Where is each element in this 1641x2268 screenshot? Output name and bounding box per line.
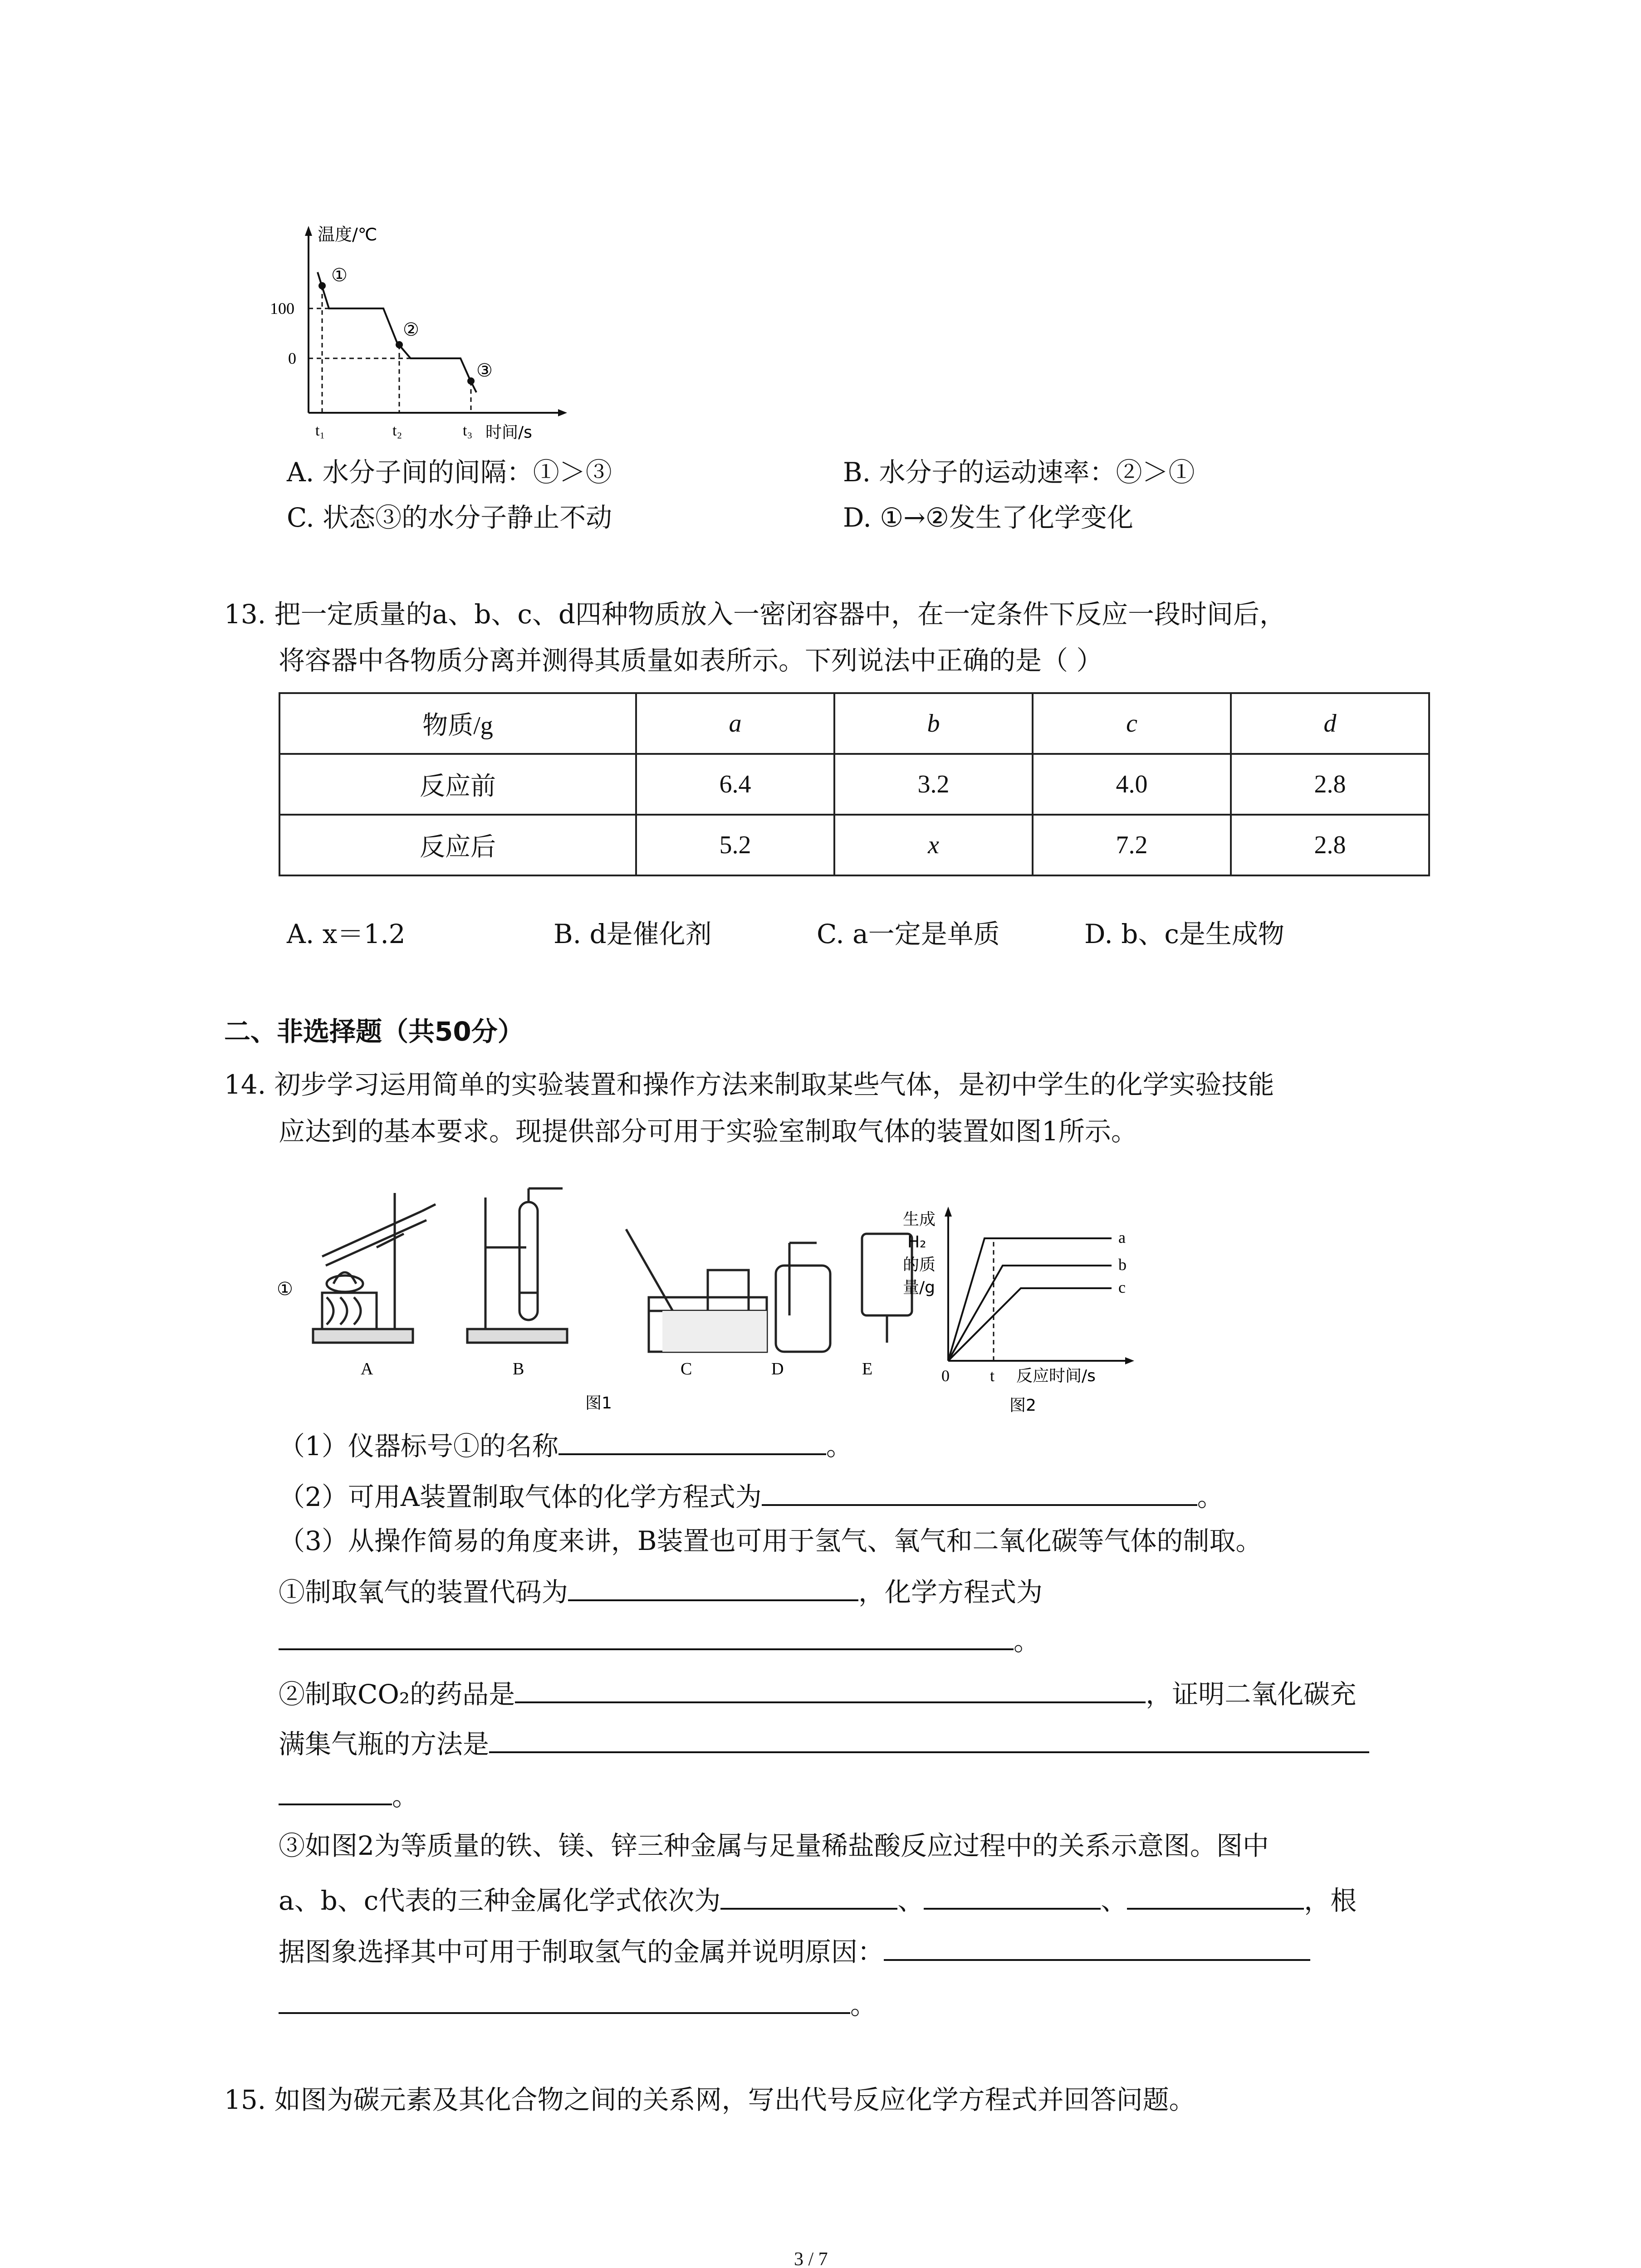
q14-sub3-line3 bbox=[279, 1934, 1310, 1965]
hydrogen-ylabel-3: 的质 bbox=[903, 1256, 936, 1274]
q14-sub2-text3: 满集气瓶的方法是 bbox=[279, 1729, 490, 1760]
apparatus-label-a: A bbox=[361, 1359, 373, 1378]
hydrogen-x0: 0 bbox=[941, 1367, 950, 1385]
graph-ytick-100: 100 bbox=[270, 299, 294, 318]
graph-ylabel: 温度/℃ bbox=[318, 225, 377, 244]
q13-option-a: A. x＝1.2 bbox=[287, 919, 406, 949]
answer-blank[interactable] bbox=[1127, 1882, 1304, 1910]
q14-sub3-sep1: 、 bbox=[897, 1885, 924, 1916]
apparatus-label-c: C bbox=[681, 1359, 692, 1378]
q14-part1 bbox=[279, 1428, 852, 1459]
q14-sub1-text2: ，化学方程式为 bbox=[858, 1577, 1043, 1608]
figure2-caption: 图2 bbox=[1009, 1396, 1036, 1415]
q14-stem-line2: 应达到的基本要求。现提供部分可用于实验室制取气体的装置如图1所示。 bbox=[279, 1116, 1137, 1147]
table-cell: 6.4 bbox=[636, 754, 834, 815]
hydrogen-ylabel-2: H₂ bbox=[907, 1233, 926, 1251]
graph-point-2: ② bbox=[403, 319, 419, 340]
hydrogen-xt: t bbox=[990, 1367, 995, 1385]
q12-option-b: B. 水分子的运动速率：②＞① bbox=[843, 457, 1195, 488]
q14-sub1-line2 bbox=[279, 1623, 1040, 1657]
q14-part2-end: 。 bbox=[1197, 1481, 1224, 1512]
q14-sub2 bbox=[279, 1676, 1357, 1710]
q14-sub3: ③如图2为等质量的铁、镁、锌三种金属与足量稀盐酸反应过程中的关系示意图。图中 bbox=[279, 1830, 1269, 1861]
table-cell: 3.2 bbox=[834, 754, 1033, 815]
hydrogen-series-b: b bbox=[1118, 1256, 1127, 1274]
q15-stem: 15. 如图为碳元素及其化合物之间的关系网，写出代号反应化学方程式并回答问题。 bbox=[224, 2084, 1195, 2115]
q13-option-b: B. d是催化剂 bbox=[554, 919, 712, 949]
q14-sub3-line4 bbox=[279, 1987, 877, 2018]
q12-option-d: D. ①→②发生了化学变化 bbox=[843, 502, 1133, 533]
table-cell: b bbox=[834, 693, 1033, 754]
table-cell: x bbox=[834, 815, 1033, 875]
graph-point-3: ③ bbox=[476, 360, 493, 381]
graph-point-1: ① bbox=[331, 265, 348, 286]
hydrogen-graph bbox=[894, 1198, 1148, 1424]
answer-blank[interactable] bbox=[515, 1676, 1146, 1703]
q13-option-c: C. a一定是单质 bbox=[817, 919, 1000, 949]
table-cell: 反应前 bbox=[279, 754, 636, 815]
table-cell: 2.8 bbox=[1231, 754, 1429, 815]
q14-part2-text: （2）可用A装置制取气体的化学方程式为 bbox=[279, 1481, 762, 1512]
q14-part2 bbox=[279, 1479, 1224, 1510]
table-cell: 5.2 bbox=[636, 815, 834, 875]
table-cell: d bbox=[1231, 693, 1429, 754]
q14-sub3-line2 bbox=[279, 1882, 1357, 1914]
graph-xtick-t2: t₂ bbox=[392, 422, 402, 439]
q14-sub2-text: ②制取CO₂的药品是 bbox=[279, 1679, 515, 1710]
q12-option-c: C. 状态③的水分子静止不动 bbox=[287, 502, 612, 533]
answer-blank[interactable] bbox=[279, 1623, 1014, 1650]
table-cell: 7.2 bbox=[1033, 815, 1231, 875]
table-cell: 2.8 bbox=[1231, 815, 1429, 875]
hydrogen-series-c: c bbox=[1118, 1278, 1126, 1296]
q14-sub3-end: 。 bbox=[850, 1989, 877, 2020]
table-cell: a bbox=[636, 693, 834, 754]
answer-blank[interactable] bbox=[279, 1987, 850, 2014]
q14-sub3-text3: 据图象选择其中可用于制取氢气的金属并说明原因： bbox=[279, 1936, 884, 1967]
answer-blank[interactable] bbox=[279, 1778, 392, 1805]
apparatus-figure bbox=[272, 1179, 944, 1424]
q14-sub2-line2 bbox=[279, 1726, 1369, 1760]
q13-stem-line2: 将容器中各物质分离并测得其质量如表所示。下列说法中正确的是（ ） bbox=[279, 645, 1103, 676]
q13-option-d: D. b、c是生成物 bbox=[1084, 919, 1284, 949]
temperature-graph bbox=[254, 213, 599, 458]
table-row bbox=[279, 754, 1429, 815]
q14-sub1 bbox=[279, 1574, 1043, 1608]
section-title: 二、非选择题（共50分） bbox=[224, 1016, 524, 1047]
graph-xlabel: 时间/s bbox=[485, 423, 532, 442]
q14-sub3-text: a、b、c代表的三种金属化学式依次为 bbox=[279, 1885, 721, 1916]
graph-xtick-t1: t₁ bbox=[315, 422, 325, 439]
q14-part1-end: 。 bbox=[826, 1431, 852, 1461]
graph-ytick-0: 0 bbox=[288, 349, 296, 367]
q14-sub3-text2: ，根 bbox=[1304, 1885, 1357, 1916]
answer-blank[interactable] bbox=[720, 1882, 897, 1910]
hydrogen-ylabel-1: 生成 bbox=[903, 1210, 936, 1229]
q14-sub1-end: 。 bbox=[1014, 1626, 1040, 1657]
hydrogen-series-a: a bbox=[1118, 1228, 1126, 1246]
q13-stem-line1: 13. 把一定质量的a、b、c、d四种物质放入一密闭容器中，在一定条件下反应一段时间后， bbox=[224, 599, 1286, 630]
table-row bbox=[279, 815, 1429, 875]
table-row bbox=[279, 693, 1429, 754]
q14-sub2-end: 。 bbox=[392, 1781, 419, 1812]
answer-blank[interactable] bbox=[568, 1574, 858, 1601]
table-cell: 反应后 bbox=[279, 815, 636, 875]
answer-blank[interactable] bbox=[884, 1934, 1310, 1961]
q14-sub2-text2: ，证明二氧化碳充 bbox=[1146, 1679, 1357, 1710]
table-cell: c bbox=[1033, 693, 1231, 754]
apparatus-label-e: E bbox=[862, 1359, 873, 1378]
hydrogen-ylabel-4: 量/g bbox=[903, 1278, 935, 1297]
q14-part1-text: （1）仪器标号①的名称 bbox=[279, 1431, 558, 1461]
q14-stem-line1: 14. 初步学习运用简单的实验装置和操作方法来制取某些气体，是初中学生的化学实验技能 bbox=[224, 1069, 1274, 1100]
table-cell: 4.0 bbox=[1033, 754, 1231, 815]
q12-option-a: A. 水分子间的间隔：①＞③ bbox=[287, 457, 612, 488]
q14-sub3-sep2: 、 bbox=[1101, 1885, 1127, 1916]
mass-table bbox=[279, 692, 1430, 876]
q14-sub2-line3 bbox=[279, 1778, 419, 1812]
answer-blank[interactable] bbox=[558, 1428, 826, 1455]
answer-blank[interactable] bbox=[489, 1726, 1369, 1753]
apparatus-label-d: D bbox=[771, 1359, 784, 1378]
apparatus-label-b: B bbox=[513, 1359, 524, 1378]
figure1-caption: 图1 bbox=[585, 1394, 612, 1413]
graph-xtick-t3: t₃ bbox=[463, 422, 473, 439]
q14-sub1-text: ①制取氧气的装置代码为 bbox=[279, 1577, 568, 1608]
q14-part3: （3）从操作简易的角度来讲，B装置也可用于氢气、氧气和二氧化碳等气体的制取。 bbox=[279, 1525, 1262, 1556]
table-cell: 物质/g bbox=[279, 693, 636, 754]
answer-blank[interactable] bbox=[924, 1882, 1101, 1910]
answer-blank[interactable] bbox=[762, 1479, 1197, 1506]
hydrogen-xlabel: 反应时间/s bbox=[1016, 1367, 1096, 1385]
apparatus-marker: ① bbox=[277, 1279, 293, 1300]
page-number: 3 / 7 bbox=[794, 2249, 828, 2268]
